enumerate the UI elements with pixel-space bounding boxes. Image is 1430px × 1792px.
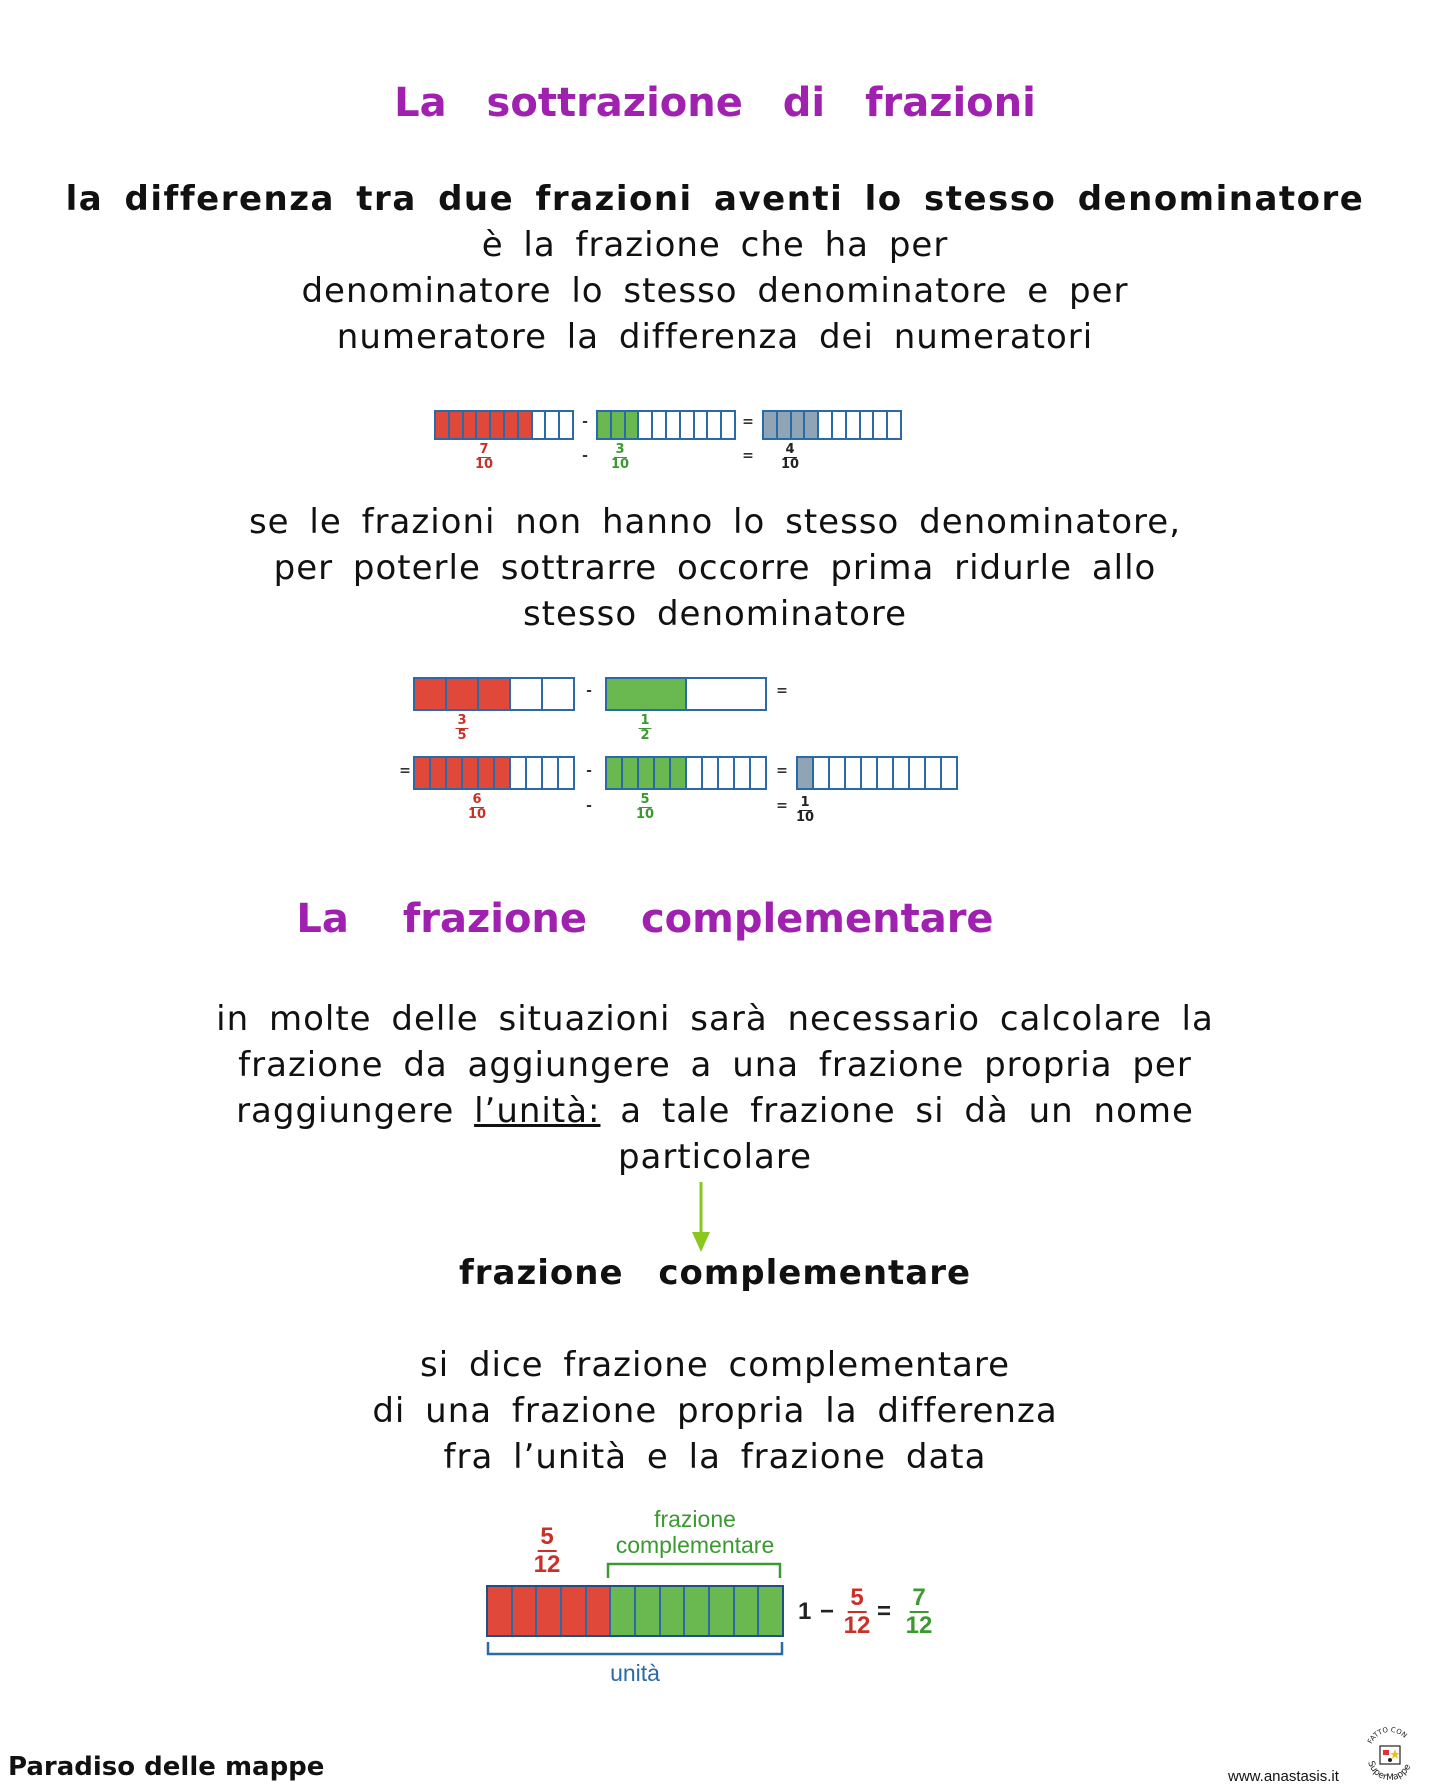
filled-cell <box>623 758 639 788</box>
equals-sign-row2: = <box>399 763 411 779</box>
unit-underlined: l’unità: <box>474 1091 601 1131</box>
rule2-line-2: per poterle sottrarre occorre prima ridurle allo <box>273 548 1157 588</box>
filled-cell <box>415 758 431 788</box>
empty-cell <box>833 412 847 438</box>
filled-cell <box>537 1587 562 1635</box>
empty-cell <box>846 758 862 788</box>
equals-sign: = <box>742 414 754 430</box>
empty-cell <box>719 758 735 788</box>
empty-cell <box>611 1587 636 1635</box>
empty-cell <box>759 1587 782 1635</box>
minus-sign-row2: - <box>586 763 592 779</box>
unit-label: unità <box>610 1660 660 1686</box>
empty-cell <box>543 679 573 709</box>
filled-cell <box>463 758 479 788</box>
filled-cell <box>488 1587 513 1635</box>
empty-cell <box>814 758 830 788</box>
complement-line-4: particolare <box>617 1137 813 1177</box>
complementary-bracket <box>606 1560 782 1580</box>
filled-cell <box>479 679 511 709</box>
filled-cell <box>464 412 478 438</box>
filled-cell <box>431 758 447 788</box>
filled-cell <box>436 412 450 438</box>
empty-cell <box>695 412 709 438</box>
filled-cell <box>607 679 687 709</box>
equation-minus: − <box>820 1598 835 1625</box>
bar-4-10 <box>762 410 902 440</box>
empty-cell <box>710 1587 735 1635</box>
bar-1-10 <box>796 756 958 790</box>
empty-cell <box>543 758 559 788</box>
filled-cell <box>447 758 463 788</box>
filled-cell <box>513 1587 538 1635</box>
filled-cell <box>505 412 519 438</box>
filled-cell <box>626 412 640 438</box>
filled-cell <box>598 412 612 438</box>
fraction-5-12-label: 5 12 <box>533 1523 561 1578</box>
filled-cell <box>612 412 626 438</box>
complement-definition <box>0 1342 1430 1480</box>
filled-cell <box>805 412 819 438</box>
definition-line-3: fra l’unità e la frazione data <box>443 1437 987 1477</box>
supermappe-badge-icon <box>1360 1722 1420 1788</box>
empty-cell <box>687 679 765 709</box>
filled-cell <box>491 412 505 438</box>
empty-cell <box>926 758 942 788</box>
empty-cell <box>639 412 653 438</box>
rule2-line-1: se le frazioni non hanno lo stesso denominatore, <box>248 502 1182 542</box>
filled-cell <box>415 679 447 709</box>
empty-cell <box>511 679 543 709</box>
complement-intro <box>0 996 1430 1180</box>
rule-line-4: numeratore la differenza dei numeratori <box>336 317 1094 357</box>
filled-cell <box>671 758 687 788</box>
empty-cell <box>735 1587 760 1635</box>
minus-sign: - <box>582 414 588 430</box>
filled-cell <box>792 412 806 438</box>
complement-line-1: in molte delle situazioni sarà necessario calcolare la <box>216 999 1214 1039</box>
empty-cell <box>681 412 695 438</box>
fraction-3-5: $\frac{3}{5}$ <box>457 713 467 743</box>
page-title: La sottrazione di frazioni <box>394 80 1036 126</box>
equation-one: 1 <box>798 1598 812 1625</box>
complement-line-3 <box>0 1088 1430 1134</box>
empty-cell <box>560 412 572 438</box>
empty-cell <box>703 758 719 788</box>
rule-same-denominator <box>0 176 1430 360</box>
empty-cell <box>636 1587 661 1635</box>
fraction-7-10: $\frac{7}{10}$ <box>474 442 494 472</box>
empty-cell <box>819 412 833 438</box>
empty-cell <box>942 758 956 788</box>
empty-cell <box>667 412 681 438</box>
equation-fraction-7-12: 7 12 <box>905 1584 933 1639</box>
bar-3-10 <box>596 410 736 440</box>
unit-bracket <box>486 1640 784 1658</box>
minus-sign: - <box>586 683 592 699</box>
svg-text:FATTO CON <box>1366 1726 1408 1745</box>
empty-cell <box>533 412 547 438</box>
rule-line-3: denominatore lo stesso denominatore e per <box>301 271 1129 311</box>
badge-bottom-text: SuperMappe <box>1365 1759 1414 1784</box>
bar-5-10 <box>605 756 767 790</box>
empty-cell <box>861 412 875 438</box>
empty-cell <box>751 758 765 788</box>
bar-1-2 <box>605 677 767 711</box>
section-title-complementary: La frazione complementare <box>296 896 994 942</box>
equals-sign: = <box>776 683 788 699</box>
empty-cell <box>687 758 703 788</box>
empty-cell <box>888 412 900 438</box>
equals-sign-row2b: = <box>776 763 788 779</box>
fraction-4-10: $\frac{4}{10}$ <box>780 442 800 472</box>
empty-cell <box>546 412 560 438</box>
fraction-5-10: $\frac{5}{10}$ <box>635 792 655 822</box>
empty-cell <box>874 412 888 438</box>
badge-top-text: FATTO CON <box>1366 1725 1409 1746</box>
filled-cell <box>562 1587 587 1635</box>
down-arrow-icon <box>686 1180 716 1256</box>
equation-fraction-5-12: 5 12 <box>843 1584 871 1639</box>
equals-sign-label: = <box>742 448 754 464</box>
filled-cell <box>607 758 623 788</box>
empty-cell <box>735 758 751 788</box>
empty-cell <box>708 412 722 438</box>
footer-title: Paradiso delle mappe <box>8 1752 325 1782</box>
filled-cell <box>477 412 491 438</box>
minus-sign-label: - <box>586 798 592 814</box>
filled-cell <box>479 758 495 788</box>
filled-cell <box>798 758 814 788</box>
equals-sign-label: = <box>776 798 788 814</box>
fraction-1-2: $\frac{1}{2}$ <box>640 713 650 743</box>
filled-cell <box>587 1587 612 1635</box>
rule2-line-3: stesso denominatore <box>522 594 908 634</box>
filled-cell <box>450 412 464 438</box>
bar-6-10 <box>413 756 575 790</box>
filled-cell <box>655 758 671 788</box>
empty-cell <box>685 1587 710 1635</box>
minus-sign-label: - <box>582 448 588 464</box>
empty-cell <box>878 758 894 788</box>
filled-cell <box>519 412 533 438</box>
equation-equals: = <box>877 1598 892 1625</box>
footer-website: www.anastasis.it <box>1228 1768 1339 1785</box>
bar-7-10 <box>434 410 574 440</box>
filled-cell <box>778 412 792 438</box>
empty-cell <box>894 758 910 788</box>
filled-cell <box>447 679 479 709</box>
complement-line-3a: raggiungere <box>236 1091 455 1131</box>
definition-line-1: si dice frazione complementare <box>419 1345 1011 1385</box>
bar-3-5 <box>413 677 575 711</box>
fraction-3-10: $\frac{3}{10}$ <box>610 442 630 472</box>
fraction-6-10: $\frac{6}{10}$ <box>467 792 487 822</box>
empty-cell <box>910 758 926 788</box>
empty-cell <box>559 758 573 788</box>
complement-line-2: frazione da aggiungere a una frazione propria per <box>238 1045 1192 1085</box>
rule-line-1: la differenza tra due frazioni aventi lo stesso denominatore <box>65 179 1365 219</box>
rule-different-denominator <box>0 499 1430 637</box>
filled-cell <box>764 412 778 438</box>
empty-cell <box>653 412 667 438</box>
definition-line-2: di una frazione propria la differenza <box>372 1391 1058 1431</box>
rule-line-2: è la frazione che ha per <box>481 225 949 265</box>
bar-unit-12 <box>486 1585 784 1637</box>
fraction-1-10: $\frac{1}{10}$ <box>795 795 815 825</box>
empty-cell <box>862 758 878 788</box>
empty-cell <box>830 758 846 788</box>
empty-cell <box>722 412 734 438</box>
complement-line-3b: a tale frazione si dà un nome <box>620 1091 1194 1131</box>
empty-cell <box>661 1587 686 1635</box>
filled-cell <box>495 758 511 788</box>
empty-cell <box>527 758 543 788</box>
complementary-label: frazione complementare <box>615 1506 775 1558</box>
empty-cell <box>847 412 861 438</box>
empty-cell <box>511 758 527 788</box>
term-complementary: frazione complementare <box>458 1253 972 1293</box>
filled-cell <box>639 758 655 788</box>
